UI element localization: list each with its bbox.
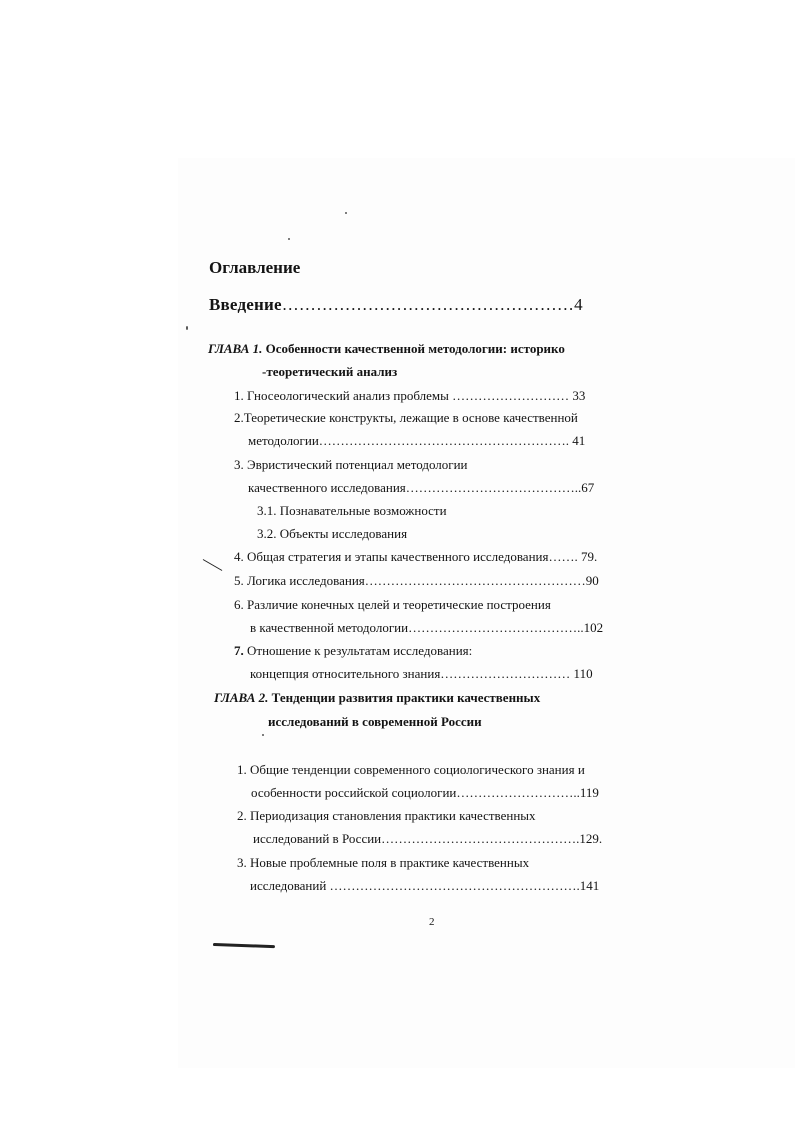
toc-item[interactable]: 3. Эвристический потенциал методологии <box>234 457 468 472</box>
item-7-number: 7. <box>234 643 244 658</box>
scan-speck <box>288 238 290 240</box>
chapter-2-title-line1: Тенденции развития практики качественных <box>271 690 541 705</box>
toc-item[interactable]: концепция относительного знания………………………… 110 <box>250 666 593 681</box>
chapter-1-title-line2: -теоретический анализ <box>262 364 398 379</box>
toc-item[interactable]: исследований в России……………………………………….129. <box>253 831 603 846</box>
item-7-text: Отношение к результатам исследования: <box>243 643 473 658</box>
toc-item[interactable]: 2. Периодизация становления практики качественных <box>237 808 536 823</box>
toc-item[interactable]: 6. Различие конечных целей и теоретические построения <box>234 597 551 612</box>
toc-subitem[interactable]: 3.1. Познавательные возможности <box>257 503 447 518</box>
chapter-2-prefix: ГЛАВА 2. <box>214 690 269 705</box>
toc-item[interactable]: качественного исследования…………………………………..67 <box>248 480 595 495</box>
toc-item[interactable]: 1. Гносеологический анализ проблемы ……………………… 33 <box>234 388 586 403</box>
intro-page: 4 <box>574 295 583 314</box>
page-number: 2 <box>429 916 435 928</box>
chapter-1-title-line1: Особенности качественной методологии: историко <box>265 341 565 356</box>
toc-subitem[interactable]: 3.2. Объекты исследования <box>257 526 408 541</box>
toc-item[interactable]: 3. Новые проблемные поля в практике качественных <box>237 855 530 870</box>
intro-leader: …………………………………………… <box>281 295 575 314</box>
toc-item-7[interactable] <box>234 643 472 659</box>
toc-item[interactable]: особенности российской социологии………………………..119 <box>251 785 599 800</box>
toc-item[interactable]: 5. Логика исследования……………………………………………90 <box>234 573 599 588</box>
toc-intro[interactable] <box>209 295 583 315</box>
toc-item[interactable]: 4. Общая стратегия и этапы качественного исследования……. 79. <box>234 549 598 564</box>
toc-item[interactable]: 1. Общие тенденции современного социологического знания и <box>237 762 585 777</box>
scan-speck <box>345 212 347 214</box>
toc-heading: Оглавление <box>209 258 301 277</box>
chapter-1-prefix: ГЛАВА 1. <box>208 341 263 356</box>
toc-item[interactable]: 2.Теоретические конструкты, лежащие в основе качественной <box>234 410 578 425</box>
chapter-2-heading[interactable] <box>214 690 540 706</box>
toc-item[interactable]: методологии…………………………………………………. 41 <box>248 433 586 448</box>
toc-item[interactable]: в качественной методологии…………………………………..102 <box>250 620 604 635</box>
scan-speck <box>262 734 264 736</box>
chapter-1-heading[interactable] <box>208 341 565 357</box>
toc-item[interactable]: исследований ………………………………………………….141 <box>250 878 600 893</box>
intro-label: Введение <box>209 295 282 314</box>
chapter-2-title-line2: исследований в современной России <box>268 714 482 729</box>
scan-speck <box>186 326 188 330</box>
